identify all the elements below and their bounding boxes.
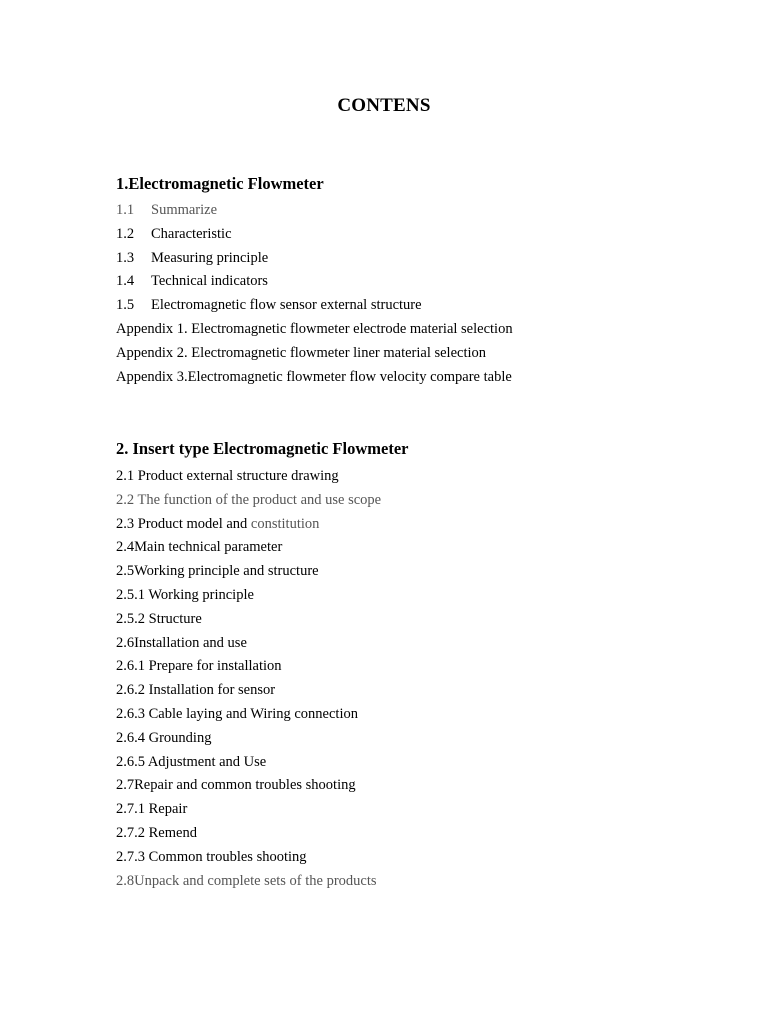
toc-entry-text: Appendix 1. Electromagnetic flowmeter electrode material selection bbox=[116, 320, 513, 337]
toc-entry bbox=[116, 655, 716, 679]
toc-entry bbox=[116, 679, 716, 703]
toc-entry-number: 1.5 bbox=[116, 297, 135, 314]
toc-entry-text: 2.4Main technical parameter bbox=[116, 539, 283, 556]
toc-entry-text: 2.6.3 Cable laying and Wiring connection bbox=[116, 705, 358, 722]
toc-entry bbox=[116, 703, 716, 727]
toc-entry-text: 2.6.1 Prepare for installation bbox=[116, 658, 282, 675]
section-heading: 1.Electromagnetic Flowmeter bbox=[116, 174, 324, 193]
toc-entry-text: 2.6.4 Grounding bbox=[116, 729, 212, 746]
toc-entry-text: 2.5Working principle and structure bbox=[116, 563, 319, 580]
toc-entry bbox=[116, 798, 716, 822]
toc-entry-text: 2.7.1 Repair bbox=[116, 801, 188, 818]
toc-entry bbox=[116, 342, 716, 366]
section-heading: 2. Insert type Electromagnetic Flowmeter bbox=[116, 439, 409, 458]
toc-entry-text: 2.6Installation and use bbox=[116, 634, 247, 651]
toc-entry bbox=[116, 223, 716, 247]
toc-entry bbox=[116, 366, 716, 390]
toc-entry bbox=[116, 822, 716, 846]
toc-entry-text: 2.1 Product external structure drawing bbox=[116, 468, 339, 484]
toc-entry bbox=[116, 774, 716, 798]
toc-entry-text: Electromagnetic flow sensor external structure bbox=[151, 297, 422, 314]
toc-entry bbox=[116, 465, 716, 489]
toc-list bbox=[116, 199, 716, 389]
toc-entry-text: 2.6.5 Adjustment and Use bbox=[116, 753, 267, 770]
toc-section-1 bbox=[116, 172, 716, 389]
toc-entry-text: Appendix 3.Electromagnetic flowmeter flow velocity compare table bbox=[116, 368, 512, 385]
toc-entry-text: 2.7Repair and common troubles shooting bbox=[116, 777, 356, 794]
toc-entry-text-tail: constitution bbox=[250, 515, 320, 532]
toc-entry-number: 1.4 bbox=[116, 273, 135, 290]
toc-entry-text: Technical indicators bbox=[151, 273, 268, 290]
toc-entry-number: 1.3 bbox=[116, 249, 135, 266]
toc-entry bbox=[116, 846, 716, 870]
toc-entry bbox=[116, 536, 716, 560]
toc-entry-text: 2.5.1 Working principle bbox=[116, 586, 254, 603]
toc-entry-text: 2.8Unpack and complete sets of the products bbox=[116, 872, 377, 889]
toc-entry bbox=[116, 870, 716, 894]
toc-entry-text: 2.7.2 Remend bbox=[116, 824, 197, 841]
toc-entry-text: 2.5.2 Structure bbox=[116, 610, 202, 627]
toc-entry-text: 2.2 The function of the product and use scope bbox=[116, 491, 382, 508]
toc-entry bbox=[116, 318, 716, 342]
toc-list bbox=[116, 465, 716, 893]
toc-entry bbox=[116, 270, 716, 294]
toc-entry bbox=[116, 199, 716, 223]
toc-entry bbox=[116, 632, 716, 656]
toc-entry-text: 2.6.2 Installation for sensor bbox=[116, 682, 276, 699]
toc-entry bbox=[116, 751, 716, 775]
toc-entry-number: 1.1 bbox=[116, 202, 135, 218]
toc-entry-text: 2.3 Product model and bbox=[116, 515, 251, 532]
toc-entry bbox=[116, 727, 716, 751]
toc-entry-text: Characteristic bbox=[151, 225, 232, 242]
toc-entry-text: Measuring principle bbox=[151, 249, 269, 266]
toc-entry bbox=[116, 560, 716, 584]
toc-section-2 bbox=[116, 437, 716, 893]
toc-entry-text: Appendix 2. Electromagnetic flowmeter liner material selection bbox=[116, 344, 487, 361]
toc-entry bbox=[116, 608, 716, 632]
toc-entry bbox=[116, 489, 716, 513]
page-title: CONTENS bbox=[337, 95, 431, 116]
toc-entry bbox=[116, 584, 716, 608]
toc-entry bbox=[116, 513, 716, 537]
toc-entry-number: 1.2 bbox=[116, 225, 135, 242]
toc-entry bbox=[116, 294, 716, 318]
toc-entry-text: Summarize bbox=[151, 202, 218, 218]
toc-entry-text: 2.7.3 Common troubles shooting bbox=[116, 848, 307, 865]
toc-entry bbox=[116, 247, 716, 271]
